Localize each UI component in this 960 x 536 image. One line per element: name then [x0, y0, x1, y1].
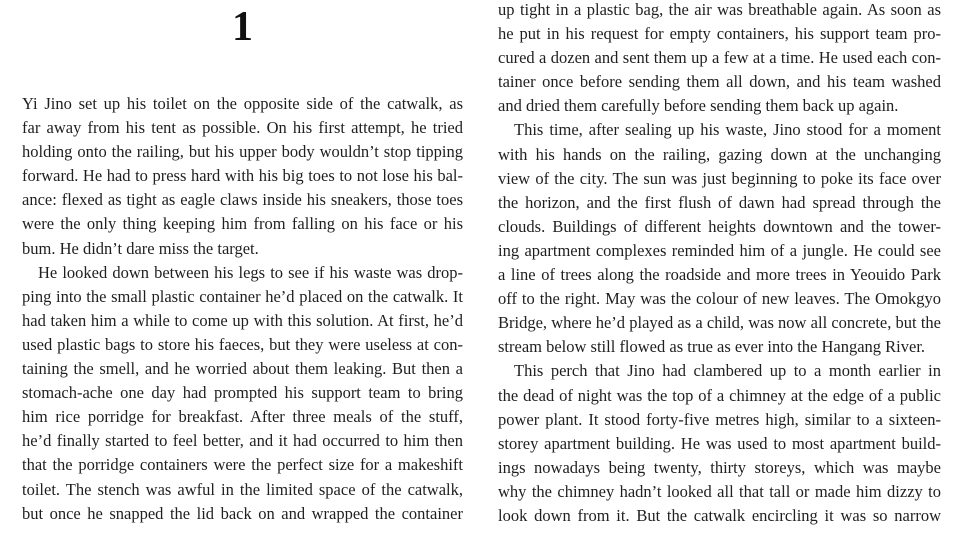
text-line: a line of trees along the roadside and more trees in Yeouido Park [498, 265, 941, 285]
text-line: the horizon, and the first flush of dawn had spread through the [498, 192, 941, 212]
text-line: with his hands on the railing, gazing down at the unchanging [498, 144, 941, 164]
left-page-column [22, 0, 463, 536]
right-page-column [498, 0, 941, 536]
text-line: tainer once before sending them all down, and his team washed [498, 72, 941, 92]
text-line: cured a dozen and sent them up a few at a time. He used each con- [498, 48, 941, 68]
text-line: toilet. The stench was awful in the limited space of the catwalk, [22, 479, 463, 499]
text-line: taining the smell, and he worried about them leaking. But then a [22, 359, 463, 379]
text-line: stomach-ache one day had prompted his support team to bring [22, 383, 463, 403]
text-line: up tight in a plastic bag, the air was breathable again. As soon as [498, 0, 941, 19]
text-line: he’d finally started to feel better, and it had occurred to him then [22, 431, 463, 451]
text-line: ping into the small plastic container he’d placed on the catwalk. It [22, 286, 463, 306]
text-line: holding onto the railing, but his upper body wouldn’t stop tipping [22, 142, 463, 162]
text-line: storey apartment building. He was used to most apartment build- [498, 433, 941, 453]
text-line: view of the city. The sun was just beginning to poke its face over [498, 168, 941, 188]
text-line: had taken him a while to come up with this solution. At first, he’d [22, 310, 463, 330]
text-line: This time, after sealing up his waste, Jino stood for a moment [514, 120, 941, 140]
text-line: ing apartment complexes reminded him of a jungle. He could see [498, 240, 941, 260]
text-line: and dried them carefully before sending them back up again. [498, 96, 899, 116]
text-line: This perch that Jino had clambered up to a month earlier in [514, 361, 941, 381]
chapter-number-heading: 1 [232, 4, 253, 50]
text-line: that the porridge containers were the perfect size for a makeshift [22, 455, 463, 475]
text-line: Bridge, where he’d played as a child, was now all concrete, but the [498, 313, 941, 333]
text-line: off to the right. May was the colour of new leaves. The Omokgyo [498, 289, 941, 309]
text-line: clouds. Buildings of different heights downtown and the tower- [498, 216, 941, 236]
text-line: look down from it. But the catwalk encircling it was so narrow [498, 505, 941, 525]
text-line: why the chimney hadn’t looked all that tall or made him dizzy to [498, 481, 941, 501]
text-line: forward. He had to press hard with his big toes to not lose his bal- [22, 166, 463, 186]
text-line: were the only thing keeping him from falling on his face or his [22, 214, 463, 234]
text-line: bum. He didn’t dare miss the target. [22, 238, 259, 258]
text-line: stream below still flowed as true as ever into the Hangang River. [498, 337, 926, 357]
text-line: ings nowadays being twenty, thirty storeys, which was maybe [498, 457, 941, 477]
text-line: him rice porridge for breakfast. After three meals of the stuff, [22, 407, 463, 427]
left-page-text [22, 92, 463, 526]
text-line: the dead of night was the top of a chimney at the edge of a public [498, 385, 941, 405]
text-line: He looked down between his legs to see if his waste was drop- [38, 262, 463, 282]
text-line: ance: flexed as tight as eagle claws inside his sneakers, those toes [22, 190, 463, 210]
text-line: Yi Jino set up his toilet on the opposite side of the catwalk, as [22, 94, 463, 113]
text-line: far away from his tent as possible. On his first attempt, he tried [22, 118, 463, 138]
text-line: but once he snapped the lid back on and wrapped the container [22, 503, 463, 523]
text-line: power plant. It stood forty-five metres high, similar to a sixteen- [498, 409, 941, 429]
right-page-text [498, 0, 941, 528]
text-line: used plastic bags to store his faeces, but they were useless at con- [22, 334, 463, 354]
text-line: he put in his request for empty containers, his support team pro- [498, 24, 941, 44]
